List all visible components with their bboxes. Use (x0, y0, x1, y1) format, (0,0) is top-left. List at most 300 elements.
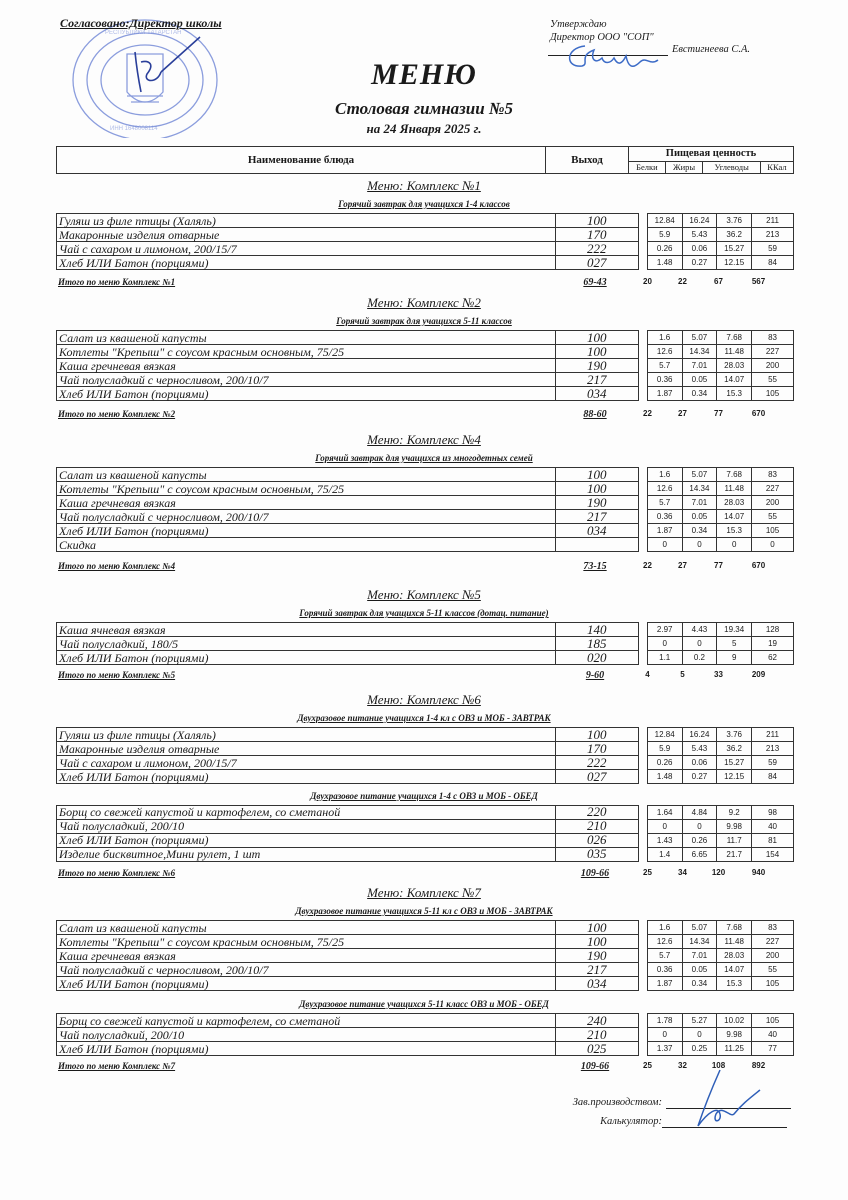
section-title: Меню: Комплекс №4 (367, 432, 481, 447)
dish-output: 210 (555, 1028, 638, 1042)
carbs-value: 12.15 (717, 770, 752, 784)
dish-name: Салат из квашеной капусты (57, 468, 556, 482)
fats-value: 0 (682, 1028, 717, 1042)
column-gap (638, 805, 647, 819)
carbs-value: 7.68 (717, 468, 752, 482)
fats-value: 5.07 (682, 468, 717, 482)
dish-name: Салат из квашеной капусты (57, 331, 556, 345)
column-gap (638, 373, 647, 387)
column-header-nutrition: Пищевая ценность (629, 147, 794, 162)
fats-value: 0.25 (682, 1042, 717, 1056)
dish-name: Хлеб ИЛИ Батон (порциями) (57, 770, 556, 784)
total-carbs: 33 (714, 670, 723, 680)
kcal-value: 83 (752, 468, 794, 482)
total-carbs: 67 (714, 276, 723, 286)
total-price: 88-60 (583, 409, 607, 420)
column-gap (638, 256, 647, 270)
column-gap (638, 637, 647, 651)
section-title: Меню: Комплекс №2 (367, 295, 481, 310)
dish-name: Макаронные изделия отварные (57, 742, 556, 756)
table-row (57, 482, 794, 496)
fats-value: 0.34 (682, 977, 717, 991)
group-subtitle: Горячий завтрак для учащихся 5-11 классов (336, 316, 512, 326)
column-gap (638, 345, 647, 359)
table-row (57, 847, 794, 861)
proteins-value: 5.7 (647, 949, 682, 963)
column-header-carbs: Углеводы (703, 161, 761, 173)
fats-value: 0.05 (682, 963, 717, 977)
dish-output: 170 (555, 228, 638, 242)
canteen-name: Столовая гимназии №5 (334, 99, 514, 118)
carbs-value: 11.25 (717, 1042, 752, 1056)
carbs-value: 11.7 (717, 833, 752, 847)
fats-value: 0 (682, 538, 717, 552)
section-title: Меню: Комплекс №7 (367, 885, 481, 900)
proteins-value: 1.78 (647, 1014, 682, 1028)
table-row (57, 1014, 794, 1028)
fats-value: 0.27 (682, 770, 717, 784)
column-gap (638, 482, 647, 496)
dish-name: Хлеб ИЛИ Батон (порциями) (57, 651, 556, 665)
dish-name: Котлеты "Крепыш" с соусом красным основным, 75/25 (57, 935, 556, 949)
table-row (57, 1042, 794, 1056)
table-row (57, 949, 794, 963)
total-fats: 34 (678, 868, 687, 878)
dish-output: 100 (555, 331, 638, 345)
total-label: Итого по меню Комплекс №6 (58, 868, 176, 879)
total-kcal: 670 (751, 409, 766, 418)
group-subtitle: Горячий завтрак для учащихся из многодетных семей (315, 453, 533, 463)
table-row (57, 359, 794, 373)
dish-output: 217 (555, 510, 638, 524)
total-fats: 5 (680, 670, 685, 680)
proteins-value: 12.6 (647, 345, 682, 359)
fats-value: 0.06 (682, 756, 717, 770)
kcal-value: 55 (752, 373, 794, 387)
carbs-value: 21.7 (717, 847, 752, 861)
total-proteins: 4 (645, 670, 650, 680)
table-row (57, 977, 794, 991)
carbs-value: 3.76 (717, 728, 752, 742)
dish-output: 027 (555, 256, 638, 270)
fats-value: 5.27 (682, 1014, 717, 1028)
menu-table (56, 805, 794, 862)
kcal-value: 83 (752, 921, 794, 935)
table-row (57, 496, 794, 510)
proteins-value: 1.1 (647, 651, 682, 665)
table-row (57, 510, 794, 524)
table-row (57, 921, 794, 935)
carbs-value: 15.27 (717, 756, 752, 770)
fats-value: 7.01 (682, 496, 717, 510)
carbs-value: 10.02 (717, 1014, 752, 1028)
dish-output: 190 (555, 949, 638, 963)
dish-output: 027 (555, 770, 638, 784)
carbs-value: 28.03 (717, 496, 752, 510)
kcal-value: 211 (752, 728, 794, 742)
fats-value: 0 (682, 819, 717, 833)
carbs-value: 9.98 (717, 819, 752, 833)
carbs-value: 5 (717, 637, 752, 651)
kcal-value: 227 (752, 935, 794, 949)
column-header-name: Наименование блюда (57, 147, 546, 174)
column-gap (638, 214, 647, 228)
kcal-value: 105 (752, 387, 794, 401)
table-row (57, 623, 794, 637)
table-row (57, 819, 794, 833)
table-row (57, 833, 794, 847)
proteins-value: 0.36 (647, 373, 682, 387)
group-subtitle: Горячий завтрак для учащихся 5-11 классов (дотац. питание) (299, 608, 549, 618)
proteins-value: 1.87 (647, 977, 682, 991)
total-row (56, 561, 794, 575)
column-header-kcal: ККал (760, 161, 793, 173)
fats-value: 6.65 (682, 847, 717, 861)
menu-table (56, 920, 794, 991)
kcal-value: 59 (752, 756, 794, 770)
carbs-value: 11.48 (717, 482, 752, 496)
table-row (57, 770, 794, 784)
total-proteins: 22 (643, 409, 652, 418)
dish-name: Изделие бисквитное,Мини рулет, 1 шт (57, 847, 556, 861)
table-row (57, 637, 794, 651)
kcal-value: 40 (752, 1028, 794, 1042)
table-row (57, 963, 794, 977)
proteins-value: 1.87 (647, 387, 682, 401)
proteins-value: 0 (647, 1028, 682, 1042)
table-row (57, 742, 794, 756)
total-kcal: 567 (751, 276, 766, 286)
fats-value: 16.24 (682, 214, 717, 228)
approver-name: Евстигнеева С.А. (672, 44, 750, 55)
dish-name: Каша гречневая вязкая (57, 496, 556, 510)
carbs-value: 14.07 (717, 963, 752, 977)
carbs-value: 7.68 (717, 921, 752, 935)
dish-name: Котлеты "Крепыш" с соусом красным основным, 75/25 (57, 345, 556, 359)
carbs-value: 14.07 (717, 373, 752, 387)
column-gap (638, 935, 647, 949)
column-gap (638, 1014, 647, 1028)
table-row (57, 214, 794, 228)
carbs-value: 19.34 (717, 623, 752, 637)
dish-output: 217 (555, 963, 638, 977)
carbs-value: 36.2 (717, 228, 752, 242)
proteins-value: 0.36 (647, 963, 682, 977)
carbs-value: 28.03 (717, 359, 752, 373)
kcal-value: 0 (752, 538, 794, 552)
fats-value: 14.34 (682, 935, 717, 949)
proteins-value: 1.6 (647, 468, 682, 482)
kcal-value: 19 (752, 637, 794, 651)
svg-text:ИНН 1648008114: ИНН 1648008114 (110, 126, 158, 132)
kcal-value: 200 (752, 949, 794, 963)
kcal-value: 154 (752, 847, 794, 861)
carbs-value: 28.03 (717, 949, 752, 963)
dish-name: Хлеб ИЛИ Батон (порциями) (57, 524, 556, 538)
kcal-value: 200 (752, 496, 794, 510)
column-gap (638, 770, 647, 784)
table-row (57, 935, 794, 949)
fats-value: 4.43 (682, 623, 717, 637)
table-row (57, 756, 794, 770)
total-fats: 32 (678, 1061, 687, 1071)
total-fats: 27 (678, 409, 687, 418)
fats-value: 16.24 (682, 728, 717, 742)
dish-name: Каша ячневая вязкая (57, 623, 556, 637)
column-gap (638, 228, 647, 242)
dish-output: 190 (555, 359, 638, 373)
column-header-fats: Жиры (665, 161, 703, 173)
dish-output: 034 (555, 387, 638, 401)
group-subtitle: Двухразовое питание учащихся 5-11 кл с ОВЗ и МОБ - ЗАВТРАК (295, 906, 553, 916)
total-proteins: 20 (643, 276, 652, 286)
kcal-value: 81 (752, 833, 794, 847)
dish-name: Чай полусладкий, 200/10 (57, 819, 556, 833)
total-label: Итого по меню Комплекс №1 (58, 276, 176, 287)
column-gap (638, 1042, 647, 1056)
menu-table (56, 330, 794, 401)
dish-name: Борщ со свежей капустой и картофелем, со сметаной (57, 1014, 556, 1028)
dish-name: Скидка (57, 538, 556, 552)
group-subtitle: Двухразовое питание учащихся 5-11 класс ОВЗ и МОБ - ОБЕД (299, 999, 549, 1009)
carbs-value: 15.3 (717, 387, 752, 401)
total-price: 109-66 (580, 1061, 610, 1073)
proteins-value: 12.6 (647, 482, 682, 496)
column-header-proteins: Белки (629, 161, 666, 173)
proteins-value: 1.64 (647, 805, 682, 819)
calculator-signature-icon (690, 1068, 770, 1128)
menu-table (56, 1013, 794, 1056)
carbs-value: 15.3 (717, 524, 752, 538)
fats-value: 0.05 (682, 510, 717, 524)
dish-output: 020 (555, 651, 638, 665)
total-label: Итого по меню Комплекс №7 (58, 1061, 176, 1072)
kcal-value: 77 (752, 1042, 794, 1056)
column-gap (638, 833, 647, 847)
menu-date: на 24 Января 2025 г. (366, 121, 482, 136)
kcal-value: 213 (752, 228, 794, 242)
fats-value: 5.07 (682, 921, 717, 935)
dish-output: 100 (555, 921, 638, 935)
group-subtitle: Горячий завтрак для учащихся 1-4 классов (338, 199, 510, 209)
kcal-value: 105 (752, 524, 794, 538)
carbs-value: 11.48 (717, 345, 752, 359)
total-kcal: 209 (751, 670, 766, 680)
proteins-value: 1.48 (647, 256, 682, 270)
table-row (57, 242, 794, 256)
dish-output: 210 (555, 819, 638, 833)
column-gap (638, 949, 647, 963)
column-gap (638, 921, 647, 935)
calculator-label: Калькулятор: (600, 1116, 662, 1127)
total-kcal: 892 (751, 1061, 766, 1071)
proteins-value: 0 (647, 819, 682, 833)
dish-output: 170 (555, 742, 638, 756)
total-kcal: 940 (751, 868, 766, 878)
column-header-output: Выход (546, 147, 629, 174)
column-gap (638, 728, 647, 742)
table-row (57, 468, 794, 482)
dish-output: 025 (555, 1042, 638, 1056)
menu-table (56, 727, 794, 784)
table-row (57, 1028, 794, 1042)
menu-table (56, 467, 794, 552)
kcal-value: 200 (752, 359, 794, 373)
proteins-value: 12.84 (647, 728, 682, 742)
table-row (57, 256, 794, 270)
column-gap (638, 331, 647, 345)
approver-title: Директор ООО "СОП" (550, 32, 654, 43)
total-price: 69-43 (583, 276, 607, 288)
fats-value: 5.43 (682, 228, 717, 242)
menu-table (56, 213, 794, 270)
kcal-value: 105 (752, 977, 794, 991)
dish-name: Чай полусладкий, 200/10 (57, 1028, 556, 1042)
column-gap (638, 651, 647, 665)
column-gap (638, 742, 647, 756)
dish-output: 034 (555, 524, 638, 538)
proteins-value: 5.9 (647, 228, 682, 242)
proteins-value: 2.97 (647, 623, 682, 637)
dish-name: Чай полусладкий с черносливом, 200/10/7 (57, 373, 556, 387)
dish-output: 100 (555, 214, 638, 228)
total-price: 73-15 (583, 561, 607, 573)
section-title: Меню: Комплекс №5 (367, 587, 481, 602)
dish-output: 100 (555, 345, 638, 359)
kcal-value: 105 (752, 1014, 794, 1028)
dish-name: Макаронные изделия отварные (57, 228, 556, 242)
fats-value: 0 (682, 637, 717, 651)
total-proteins: 22 (643, 561, 652, 571)
proteins-value: 1.87 (647, 524, 682, 538)
fats-value: 5.43 (682, 742, 717, 756)
fats-value: 5.07 (682, 331, 717, 345)
total-carbs: 108 (711, 1061, 726, 1071)
section-title: Меню: Комплекс №1 (367, 178, 481, 193)
fats-value: 14.34 (682, 482, 717, 496)
proteins-value: 0.26 (647, 756, 682, 770)
dish-name: Каша гречневая вязкая (57, 359, 556, 373)
kcal-value: 213 (752, 742, 794, 756)
carbs-value: 3.76 (717, 214, 752, 228)
kcal-value: 83 (752, 331, 794, 345)
proteins-value: 0 (647, 538, 682, 552)
carbs-value: 7.68 (717, 331, 752, 345)
column-gap (638, 496, 647, 510)
proteins-value: 1.6 (647, 921, 682, 935)
column-gap (638, 819, 647, 833)
carbs-value: 14.07 (717, 510, 752, 524)
table-row (57, 805, 794, 819)
table-row (57, 728, 794, 742)
carbs-value: 15.27 (717, 242, 752, 256)
fats-value: 0.2 (682, 651, 717, 665)
kcal-value: 227 (752, 345, 794, 359)
dish-name: Хлеб ИЛИ Батон (порциями) (57, 977, 556, 991)
column-gap (638, 847, 647, 861)
dish-name: Хлеб ИЛИ Батон (порциями) (57, 256, 556, 270)
proteins-value: 0 (647, 637, 682, 651)
proteins-value: 5.9 (647, 742, 682, 756)
proteins-value: 1.4 (647, 847, 682, 861)
proteins-value: 1.37 (647, 1042, 682, 1056)
section-title: Меню: Комплекс №6 (367, 692, 481, 707)
dish-name: Гуляш из филе птицы (Халяль) (57, 214, 556, 228)
group-subtitle: Двухразовое питание учащихся 1-4 с ОВЗ и МОБ - ОБЕД (310, 790, 538, 801)
carbs-value: 0 (717, 538, 752, 552)
dish-output: 222 (555, 242, 638, 256)
table-row (57, 538, 794, 552)
table-row (57, 373, 794, 387)
fats-value: 0.06 (682, 242, 717, 256)
kcal-value: 98 (752, 805, 794, 819)
dish-output (555, 538, 638, 552)
kcal-value: 62 (752, 651, 794, 665)
dish-output: 034 (555, 977, 638, 991)
total-fats: 27 (678, 561, 687, 571)
dish-output: 222 (555, 756, 638, 770)
total-carbs: 77 (714, 409, 723, 418)
proteins-value: 1.43 (647, 833, 682, 847)
column-gap (638, 524, 647, 538)
dish-name: Чай с сахаром и лимоном, 200/15/7 (57, 242, 556, 256)
table-row (57, 345, 794, 359)
dish-output: 100 (555, 728, 638, 742)
dish-name: Гуляш из филе птицы (Халяль) (57, 728, 556, 742)
total-price: 109-66 (580, 868, 610, 880)
proteins-value: 12.84 (647, 214, 682, 228)
fats-value: 0.34 (682, 524, 717, 538)
column-gap (638, 538, 647, 552)
table-row (57, 331, 794, 345)
fats-value: 7.01 (682, 359, 717, 373)
column-gap (638, 510, 647, 524)
dish-name: Чай полусладкий с черносливом, 200/10/7 (57, 510, 556, 524)
page-title: МЕНЮ (371, 58, 477, 91)
total-fats: 22 (678, 276, 687, 286)
kcal-value: 84 (752, 256, 794, 270)
dish-output: 190 (555, 496, 638, 510)
dish-output: 035 (555, 847, 638, 861)
carbs-value: 9.2 (717, 805, 752, 819)
total-kcal: 670 (751, 561, 766, 571)
carbs-value: 9.98 (717, 1028, 752, 1042)
dish-output: 185 (555, 637, 638, 651)
kcal-value: 227 (752, 482, 794, 496)
fats-value: 7.01 (682, 949, 717, 963)
dish-name: Хлеб ИЛИ Батон (порциями) (57, 387, 556, 401)
fats-value: 0.26 (682, 833, 717, 847)
dish-name: Хлеб ИЛИ Батон (порциями) (57, 833, 556, 847)
dish-output: 100 (555, 468, 638, 482)
kcal-value: 59 (752, 242, 794, 256)
kcal-value: 55 (752, 963, 794, 977)
table-row (57, 524, 794, 538)
proteins-value: 12.6 (647, 935, 682, 949)
total-carbs: 120 (711, 868, 726, 878)
dish-name: Каша гречневая вязкая (57, 949, 556, 963)
total-row (56, 409, 794, 423)
column-gap (638, 963, 647, 977)
carbs-value: 36.2 (717, 742, 752, 756)
carbs-value: 9 (717, 651, 752, 665)
fats-value: 0.27 (682, 256, 717, 270)
fats-value: 0.05 (682, 373, 717, 387)
dish-name: Котлеты "Крепыш" с соусом красным основным, 75/25 (57, 482, 556, 496)
proteins-value: 0.36 (647, 510, 682, 524)
proteins-value: 5.7 (647, 496, 682, 510)
dish-output: 140 (555, 623, 638, 637)
